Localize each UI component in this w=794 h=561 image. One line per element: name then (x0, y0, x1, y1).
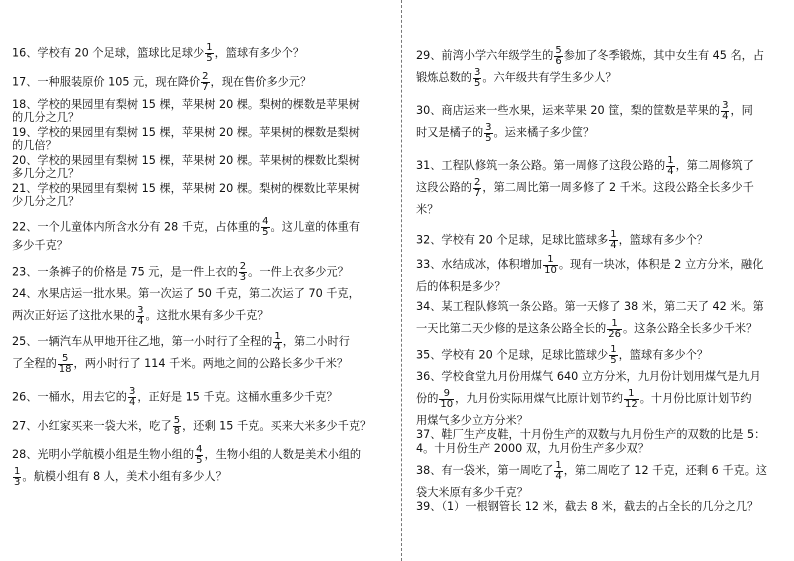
column-divider (401, 0, 402, 561)
fraction: $\frac{2}{3}$ (239, 261, 247, 283)
right-column (416, 0, 788, 561)
question-18: 18、学校的果园里有梨树 15 棵，苹果树 20 棵。梨树的棵数是苹果树 的几分之几？ (12, 98, 360, 124)
fraction: $\frac{3}{4}$ (128, 386, 136, 408)
fraction: $\frac{1}{10}$ (544, 253, 557, 276)
question-24: 24、水果店运一批水果。第一次运了 50 千克，第二次运了 70 千克， 两次正好运了这批水果的 $\frac{3}{4}$ 。这批水果有多少千克？ (12, 287, 360, 327)
fraction: $\frac{4}{5}$ (196, 443, 203, 466)
question-32: 32、学校有 20 个足球，足球比篮球多 $\frac{1}{4}$ ，篮球有多少个？ (416, 229, 709, 251)
question-35: 35、学校有 20 个足球，足球比篮球少 $\frac{1}{5}$ ，篮球有多少个？ (416, 344, 709, 366)
question-29: 29、前湾小学六年级学生的 $\frac{5}{6}$ 参加了冬季锻炼，其中女生有 45 名，占 锻炼总数的 $\frac{3}{5}$ 。六年级共有学生多少人？ (416, 44, 765, 89)
fraction: $\frac{3}{4}$ (722, 99, 729, 122)
question-33: 33、水结成冰，体积增加 $\frac{1}{10}$ 。现有一块冰，体积是 2 立方分米，融化 后的体积是多少？ (416, 253, 764, 293)
fraction: $\frac{3}{5}$ (473, 66, 481, 89)
fraction: $\frac{1}{4}$ (274, 330, 281, 353)
question-25: 25、一辆汽车从甲地开往乙地，第一小时行了全程的 $\frac{1}{4}$ ，第二小时行 了全程的 $\frac{5}{18}$ ，两小时行了 114 千米。两地之间的公路长多少千米？ (12, 330, 350, 375)
question-21: 21、学校的果园里有梨树 15 棵，苹果树 20 棵。梨树的棵数比苹果树 少几分之几？ (12, 182, 360, 208)
fraction: $\frac{5}{6}$ (555, 44, 562, 67)
question-28: 28、光明小学航模小组是生物小组的 $\frac{4}{5}$ ，生物小组的人数是美术小组的 $\frac{1}{3}$ 。航模小组有 8 人，美术小组有多少人？ (12, 443, 362, 488)
fraction: $\frac{3}{5}$ (485, 121, 492, 144)
fraction: $\frac{3}{4}$ (137, 304, 144, 327)
question-16: 16、学校有 20 个足球，篮球比足球少 $\frac{1}{5}$ ，篮球有多少个？ (12, 42, 305, 64)
question-27: 27、小红家买来一袋大米，吃了 $\frac{5}{8}$ ，还剩 15 千克。买来大米多少千克？ (12, 415, 372, 437)
question-36: 36、学校食堂九月份用煤气 640 立方分米，九月份计划用煤气是九月 份的 $\frac{9}{10}$ ，九月份实际用煤气比原计划节约 $\frac{1}{12}$ 。十月份比原计划节约 用煤气多少立方分米？ (416, 370, 761, 427)
fraction: $\frac{5}{18}$ (58, 352, 72, 375)
fraction: $\frac{2}{7}$ (202, 71, 209, 93)
fraction: $\frac{5}{8}$ (173, 415, 181, 437)
question-38: 38、有一袋米，第一周吃了 $\frac{1}{4}$ ，第二周吃了 12 千克，还剩 6 千克。这 袋大米原有多少千克？ (416, 459, 768, 499)
question-26: 26、一桶水，用去它的 $\frac{3}{4}$ ，正好是 15 千克。这桶水重多少千克？ (12, 386, 338, 408)
fraction: $\frac{1}{5}$ (610, 344, 617, 366)
fraction: $\frac{2}{7}$ (473, 176, 481, 199)
question-39: 39、（1）一根钢管长 12 米，截去 8 米，截去的占全长的几分之几？ (416, 500, 759, 513)
fraction: $\frac{1}{3}$ (14, 465, 21, 488)
question-30: 30、商店运来一些水果，运来苹果 20 筐，梨的筐数是苹果的 $\frac{3}{4}$ ，同 时又是橘子的 $\frac{3}{5}$ 。运来橘子多少筐？ (416, 99, 753, 144)
question-23: 23、一条裤子的价格是 75 元，是一件上衣的 $\frac{2}{3}$ 。一件上衣多少元？ (12, 261, 349, 283)
question-22: 22、一个儿童体内所含水分有 28 千克，占体重的 $\frac{4}{5}$ 。这儿童的体重有 多少千克？ (12, 216, 361, 252)
question-19: 19、学校的果园里有梨树 15 棵，苹果树 20 棵。苹果树的棵数是梨树 的几倍？ (12, 126, 360, 152)
question-20: 20、学校的果园里有梨树 15 棵，苹果树 20 棵。苹果树的棵数比梨树 多几分之几？ (12, 154, 360, 180)
fraction: $\frac{9}{10}$ (440, 387, 454, 410)
left-column (12, 0, 387, 561)
fraction: $\frac{1}{4}$ (667, 154, 674, 177)
fraction: $\frac{1}{5}$ (206, 42, 213, 64)
question-31: 31、工程队修筑一条公路。第一周修了这段公路的 $\frac{1}{4}$ ，第二周修筑了 这段公路的 $\frac{2}{7}$ ，第二周比第一周多修了 2 千米。这段公路全长多少千 米？ (416, 154, 754, 216)
fraction: $\frac{4}{5}$ (262, 216, 269, 238)
fraction: $\frac{1}{4}$ (610, 229, 617, 251)
question-17: 17、一种服装原价 105 元，现在降价 $\frac{2}{7}$ ，现在售价多少元？ (12, 71, 312, 93)
fraction: $\frac{1}{12}$ (624, 387, 638, 410)
fraction: $\frac{1}{26}$ (608, 317, 621, 340)
question-37: 37、鞋厂生产皮鞋，十月份生产的双数与九月份生产的双数的比是 5： 4。十月份生产 2000 双，九月份生产多少双？ (416, 428, 766, 455)
question-34: 34、某工程队修筑一条公路。第一天修了 38 米，第二天了 42 米。第 一天比第二天少修的是这条公路全长的 $\frac{1}{26}$ 。这条公路全长多少千米？ (416, 300, 764, 340)
fraction: $\frac{1}{4}$ (555, 459, 562, 482)
